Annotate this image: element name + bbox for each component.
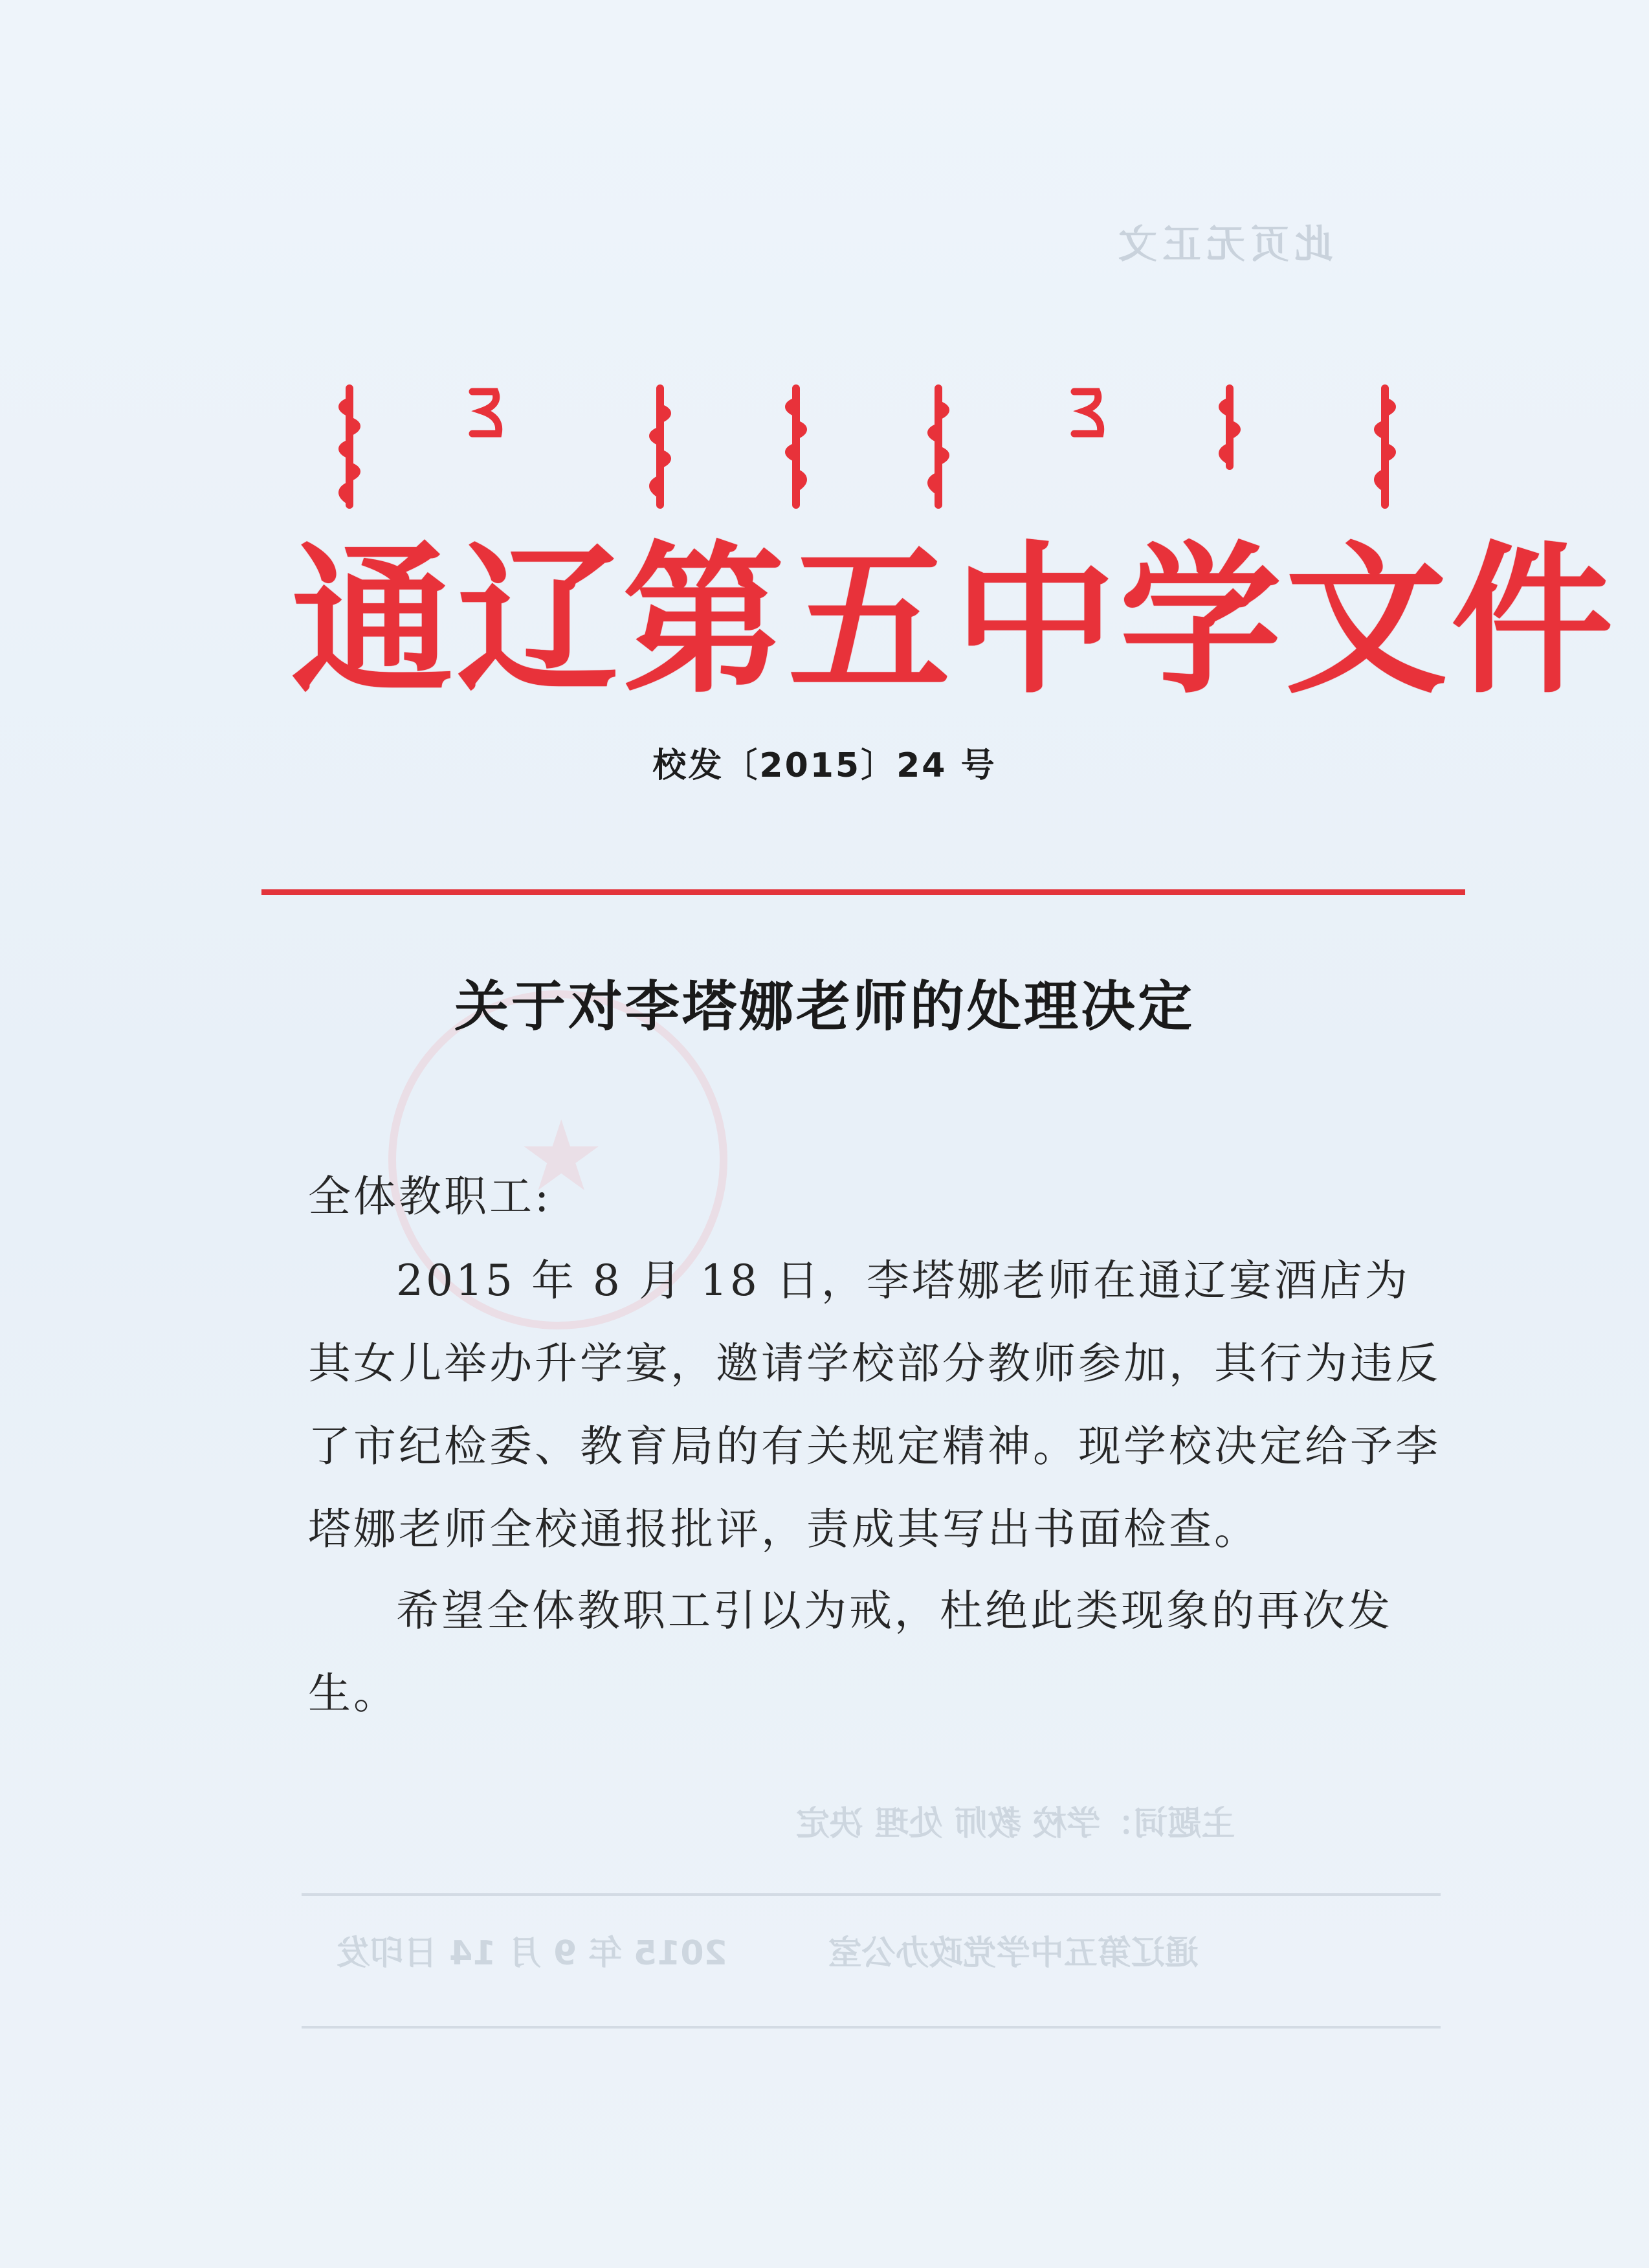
mongolian-letterhead: [304, 382, 1456, 511]
bleed-through-mark: 通辽第五中学党政办公室 2015 年 9 月 14 日印发: [337, 1934, 1199, 1973]
document-title: 关于对李塔娜老师的处理决定: [454, 974, 1195, 1038]
seal-star-icon: ★: [518, 1100, 605, 1213]
letterhead-title: 通辽第五中学文件: [291, 527, 1617, 715]
mongolian-glyph: [1210, 382, 1249, 472]
mongolian-glyph: [777, 382, 815, 511]
bleed-through-rule: [302, 1893, 1441, 1896]
bleed-through-mark: 主题词：学校 教师 处理 决定: [796, 1805, 1235, 1843]
mongolian-glyph: [1068, 382, 1107, 440]
document-number: 校发〔2015〕24 号: [652, 746, 997, 785]
mongolian-glyph: [1366, 382, 1404, 511]
mongolian-glyph: [330, 382, 369, 511]
mongolian-glyph: [466, 382, 505, 440]
red-divider: [261, 889, 1465, 895]
bleed-through-rule: [302, 2026, 1441, 2029]
body-paragraph: 2015 年 8 月 18 日，李塔娜老师在通辽宴酒店为其女儿举办升学宴，邀请学校部分教师参加，其行为违反了市纪检委、教育局的有关规定精神。现学校决定给予李塔娜老师全校通报批评，责成其写出书面检查。: [308, 1256, 1441, 1554]
mongolian-glyph: [919, 382, 958, 511]
bleed-through-mark: 此页无正文: [1113, 222, 1333, 267]
salutation: 全体教职工:: [308, 1172, 552, 1221]
body-paragraph: 希望全体教职工引以为戒，杜绝此类现象的再次发生。: [308, 1586, 1393, 1718]
mongolian-glyph: [641, 382, 680, 511]
